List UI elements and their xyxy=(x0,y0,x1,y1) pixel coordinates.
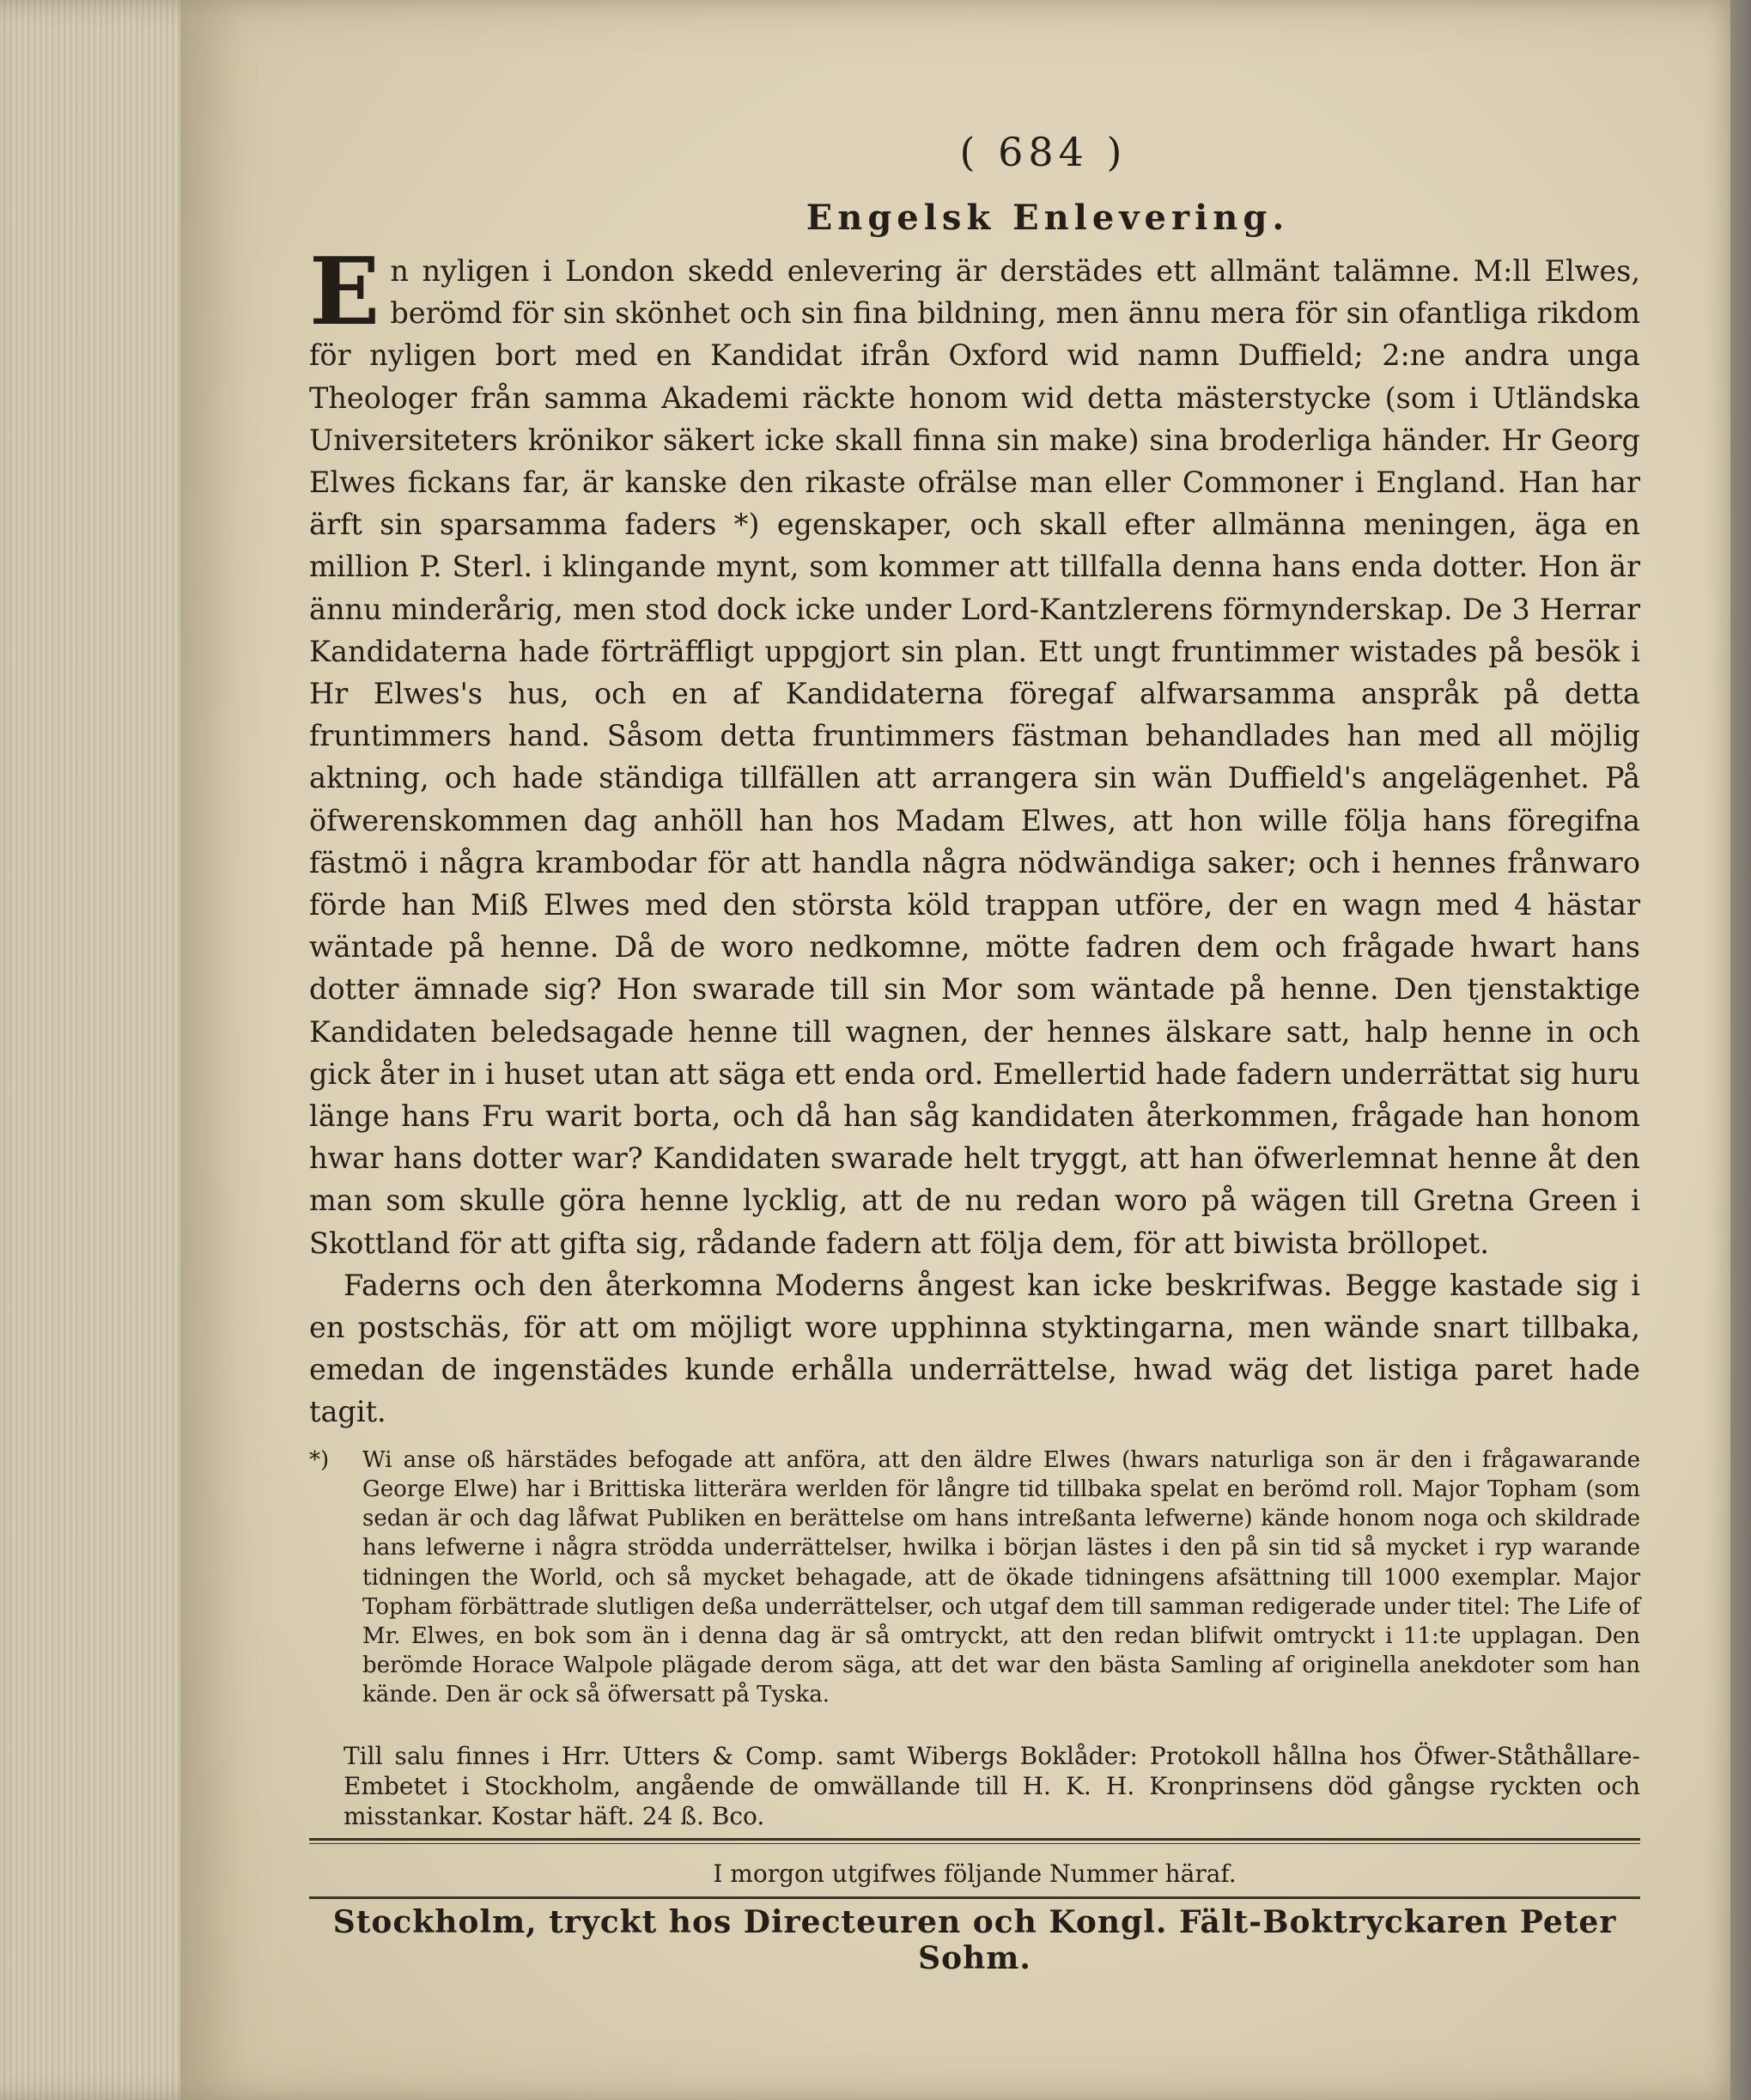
divider-rule xyxy=(309,1838,1640,1844)
page-content xyxy=(309,129,1640,1976)
footnote-text: Wi anse oß härstädes befogade att anföra, att den äldre Elwes (hwars naturliga son är den i frågawarande George Elwe) har i Brittiska litterära werlden för långre tid tillbaka spelat en berömd roll. Major Topham (som sedan är och dag låfwat Publiken en berättelse om hans intreßanta lefwerne) kände honom noga och skildrade hans lefwerne i några strödda underrättelser, hwilka i början lästes i den på sin tid så mycket i ryp warande tidningen the World, och så mycket behagade, att de ökade tidningens afsättning till 1000 exemplar. Major Topham förbättrade slutligen deßa underrättelser, och utgaf dem till samman redigerade under titel: The Life of Mr. Elwes, en bok som än i denna dag är så omtryckt, att den redan blifwit omtryckt i 11:te upplagan. Den berömde Horace Walpole plägade derom säga, att det war den bästa Samling af originella anekdoter som han kände. Den är ock så öfwersatt på Tyska. xyxy=(362,1446,1640,1708)
article-paragraph xyxy=(309,1264,1640,1433)
article-heading: Engelsk Enlevering. xyxy=(806,198,1290,238)
footnote xyxy=(309,1446,1640,1710)
advertisement: Till salu finnes i Hrr. Utters & Comp. samt Wibergs Boklåder: Protokoll hållna hos Öfwer-Ståthållare-Embetet i Stockholm, angående de omwällande till H. K. H. Kronprinsens död gångse ryckten och misstankar. Kostar häft. 24 ß. Bco. xyxy=(344,1741,1640,1830)
divider-rule xyxy=(309,1896,1640,1899)
article-body xyxy=(309,238,1640,1433)
newspaper-page xyxy=(180,0,1730,2100)
article-paragraph xyxy=(309,238,1640,1264)
paragraph-text: n nyligen i London skedd enlevering är derstädes ett allmänt talämne. M:ll Elwes, berömd för sin skönhet och sin fina bildning, men ännu mera för sin ofantliga rikdom för nyligen bort med en Kandidat ifrån Oxford wid namn Duffield; 2:ne andra unga Theologer från samma Akademi räckte honom wid detta mästerstycke (som i Utländska Universiteters krönikor säkert icke skall finna sin make) sina broderliga händer. Hr Georg Elwes fickans far, är kanske den rikaste ofrälse man eller Commoner i England. Han har ärft sin sparsamma faders *) egenskaper, och skall efter allmänna meningen, äga en million P. Sterl. i klingande mynt, som kommer att tillfalla denna hans enda dotter. Hon är ännu minderårig, men stod dock icke under Lord-Kantzlerens förmynderskap. De 3 Herrar Kandidaterna hade förträffligt uppgjort sin plan. Ett ungt fruntimmer wistades på besök i Hr Elwes's hus, och en af Kandidaterna föregaf alfwarsamma anspråk på detta fruntimmers hand. Såsom detta fruntimmers fästman behandlades han med all möjlig aktning, och hade ständiga tillfällen att arrangera sin wän Duffield's angelägenhet. På öfwerenskommen dag anhöll han hos Madam Elwes, att hon wille följa hans föregifna fästmö i några krambodar för att handla några nödwändiga saker; och i hennes frånwaro förde han Miß Elwes med den största köld trappan utföre, der en wagn med 4 hästar wäntade på henne. Då de woro nedkomne, mötte fadren dem och frågade hwart hans dotter ämnade sig? Hon swarade till sin Mor som wäntade på henne. Den tjenstaktige Kandidaten beledsagade henne till wagnen, der hennes älskare satt, halp henne in och gick åter in i huset utan att säga ett enda ord. Emellertid hade fadern underrättat sig huru länge hans Fru warit borta, och då han såg kandidaten återkommen, frågade han honom hwar hans dotter war? Kandidaten swarade helt tryggt, att han öfwerlemnat henne åt den man som skulle göra henne lycklig, att de nu redan woro på wägen till Gretna Green i Skottland för att gifta sig, rådande fadern att följa dem, för att biwista bröllopet. xyxy=(309,254,1640,1260)
footnote-mark: *) xyxy=(309,1446,330,1473)
next-issue-notice: I morgon utgifwes följande Nummer häraf. xyxy=(713,1859,1237,1888)
paragraph-text: Faderns och den återkomna Moderns ångest kan icke beskrifwas. Begge kastade sig i en postschäs, för att om möjligt wore upphinna styktingarna, men wände snart tillbaka, emedan de ingenstädes kunde erhålla underrättelse, hwad wäg det listiga paret hade tagit. xyxy=(309,1268,1640,1429)
printer-imprint: Stockholm, tryckt hos Directeuren och Kongl. Fält-Boktryckaren Peter Sohm. xyxy=(332,1903,1617,1976)
drop-cap: E xyxy=(309,238,380,346)
page-number: ( 684 ) xyxy=(959,129,1128,175)
